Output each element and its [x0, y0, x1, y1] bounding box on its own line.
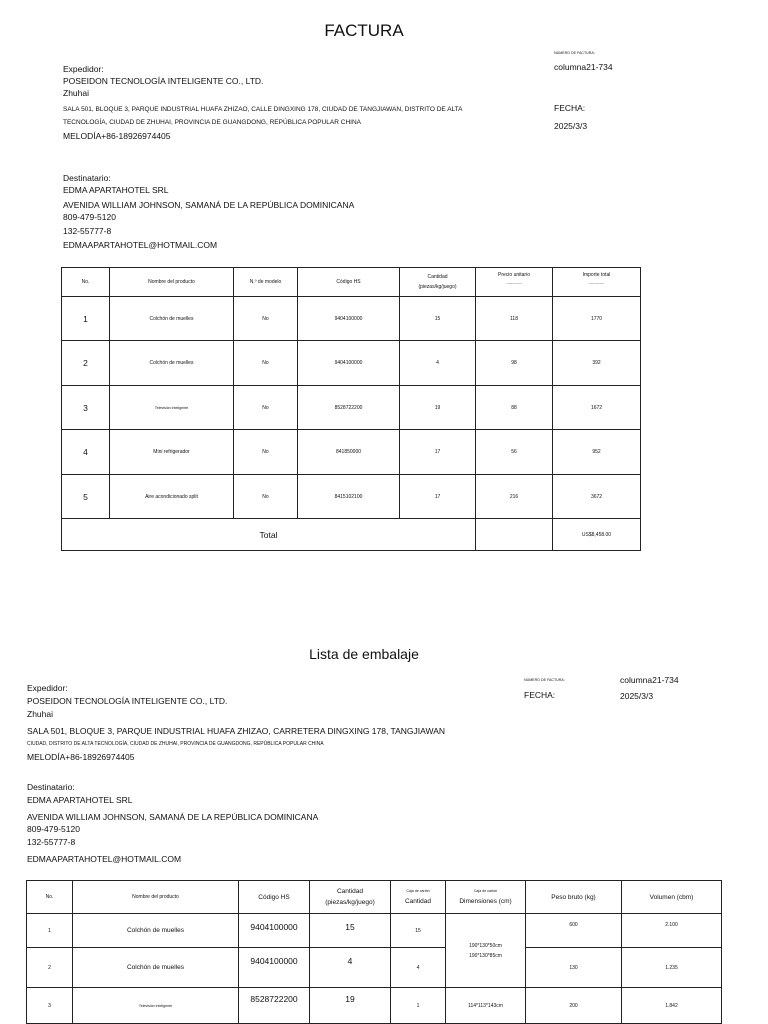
- prow-qty: 19: [310, 988, 391, 1024]
- pcol-box-dim-label: Dimensiones (cm): [459, 898, 512, 905]
- col-amount: [553, 268, 641, 297]
- invoice-date-label: FECHA:: [554, 103, 586, 113]
- table-row: [27, 988, 722, 1024]
- invoice-total-value: US$8,458.00: [553, 519, 641, 551]
- pcol-product: Nombre del producto: [73, 881, 239, 914]
- col-amount-label: Importe total: [582, 272, 611, 278]
- row-qty: 17: [400, 475, 476, 519]
- prow-product: Colchón de muelles: [73, 914, 239, 948]
- packing-recipient-name: EDMA APARTAHOTEL SRL: [27, 795, 133, 805]
- invoice-date-value: 2025/3/3: [554, 121, 588, 131]
- packing-header-row: [27, 881, 722, 914]
- invoice-table: [61, 267, 641, 551]
- pcol-box-qty-label: Cantidad: [404, 898, 432, 905]
- row-hs: 9404100000: [298, 341, 400, 386]
- col-qty: [400, 268, 476, 297]
- table-row: [62, 386, 641, 430]
- col-qty-line2: (piezas/kg/juego): [418, 284, 457, 290]
- row-amount: 1672: [553, 386, 641, 430]
- packing-recipient-phone: 809-479-5120: [27, 824, 80, 834]
- invoice-recipient-name: EDMA APARTAHOTEL SRL: [63, 185, 169, 195]
- packing-sender-contact: MELODÍA+86-18926974405: [27, 752, 135, 762]
- prow-no: 2: [27, 948, 73, 988]
- prow-dims-2: 190*130*85cm: [469, 952, 502, 959]
- prow-no: 3: [27, 988, 73, 1024]
- invoice-recipient-address: AVENIDA WILLIAM JOHNSON, SAMANÁ DE LA REPÚBLICA DOMINICANA: [63, 200, 355, 210]
- row-qty: 19: [400, 386, 476, 430]
- packing-sender-label: Expedidor:: [27, 683, 68, 693]
- prow-weight: 130: [526, 948, 622, 988]
- pcol-box-qty: [391, 881, 446, 914]
- pcol-box-qty-top: Caja de cartón: [406, 889, 430, 893]
- prow-product: Colchón de muelles: [73, 948, 239, 988]
- row-model: No: [234, 430, 298, 475]
- pcol-box-dim: [446, 881, 526, 914]
- table-row: [62, 341, 641, 386]
- row-no: 2: [62, 341, 110, 386]
- row-hs: 8415102100: [298, 475, 400, 519]
- row-hs: 841850000: [298, 430, 400, 475]
- row-amount: 392: [553, 341, 641, 386]
- invoice-recipient-phone: 809-479-5120: [63, 212, 116, 222]
- invoice-recipient-label: Destinatario:: [63, 173, 111, 183]
- table-row: [62, 297, 641, 341]
- row-no: 3: [62, 386, 110, 430]
- prow-boxes: 15: [391, 914, 446, 948]
- packing-recipient-email: EDMAAPARTAHOTEL@HOTMAIL.COM: [27, 854, 182, 864]
- invoice-recipient-id: 132-55777-8: [63, 226, 112, 236]
- pcol-qty-line2: (piezas/kg/juego): [325, 899, 375, 906]
- col-model: N.º de modelo: [234, 268, 298, 297]
- invoice-total-spacer: [476, 519, 553, 551]
- row-no: 5: [62, 475, 110, 519]
- invoice-header-row: [62, 268, 641, 297]
- pcol-qty: [310, 881, 391, 914]
- invoice-total-row: [62, 519, 641, 551]
- row-unit-price: 118: [476, 297, 553, 341]
- row-product: Colchón de muelles: [110, 297, 234, 341]
- packing-recipient-address: AVENIDA WILLIAM JOHNSON, SAMANÁ DE LA REPÚBLICA DOMINICANA: [27, 812, 319, 822]
- packing-sender-city: Zhuhai: [27, 709, 53, 719]
- prow-dims-1: 190*130*50cm: [469, 942, 502, 949]
- table-row: [27, 914, 722, 948]
- packing-date-value: 2025/3/3: [620, 691, 654, 701]
- prow-dims: 114*113*143cm: [446, 988, 526, 1024]
- packing-sender-address-2: CIUDAD, DISTRITO DE ALTA TECNOLOGÍA, CIUDAD DE ZHUHAI, PROVINCIA DE GUANGDONG, REPÚBLICA POPULAR CHINA: [27, 741, 324, 747]
- invoice-sender-label: Expedidor:: [63, 64, 104, 74]
- row-product: Colchón de muelles: [110, 341, 234, 386]
- invoice-total-label: Total: [62, 519, 476, 551]
- invoice-sender-city: Zhuhai: [63, 88, 89, 98]
- packing-date-label: FECHA:: [524, 690, 556, 700]
- prow-hs: 9404100000: [239, 914, 310, 948]
- invoice-sender-address-1: SALA 501, BLOQUE 3, PARQUE INDUSTRIAL HUAFA ZHIZAO, CALLE DINGXING 178, CIUDAD DE TANGJIAWAN, DISTRITO DE ALTA: [63, 106, 463, 113]
- row-unit-price: 216: [476, 475, 553, 519]
- invoice-number-label: NÚMERO DE FACTURA:: [554, 51, 595, 55]
- row-amount: 3672: [553, 475, 641, 519]
- packing-recipient-id: 132-55777-8: [27, 837, 76, 847]
- pcol-box-dim-top: Caja de cartón: [473, 889, 498, 893]
- invoice-sender-name: POSEIDON TECNOLOGÍA INTELIGENTE CO., LTD.: [63, 76, 264, 86]
- row-unit-price: 56: [476, 430, 553, 475]
- invoice-title: FACTURA: [324, 21, 404, 40]
- packing-number-label: NÚMERO DE FACTURA:: [524, 678, 565, 682]
- packing-title: Lista de embalaje: [309, 646, 419, 662]
- table-row: [27, 948, 722, 988]
- pcol-qty-line1: Cantidad: [336, 888, 364, 895]
- row-no: 4: [62, 430, 110, 475]
- col-qty-line1: Cantidad: [427, 274, 448, 280]
- packing-recipient-label: Destinatario:: [27, 782, 75, 792]
- invoice-recipient-email: EDMAAPARTAHOTEL@HOTMAIL.COM: [63, 240, 218, 250]
- row-product: Aire acondicionado split: [110, 475, 234, 519]
- prow-boxes: 1: [391, 988, 446, 1024]
- row-hs: 9404100000: [298, 297, 400, 341]
- row-model: No: [234, 475, 298, 519]
- prow-qty: 15: [310, 914, 391, 948]
- packing-sender-address-1: SALA 501, BLOQUE 3, PARQUE INDUSTRIAL HUAFA ZHIZAO, CARRETERA DINGXING 178, TANGJIAWAN: [27, 726, 446, 736]
- prow-weight: 600: [526, 914, 622, 948]
- col-no: No.: [62, 268, 110, 297]
- prow-hs: 8528722200: [239, 988, 310, 1024]
- col-unit-price: [476, 268, 553, 297]
- prow-hs: 9404100000: [239, 948, 310, 988]
- row-product: Mini refrigerador: [110, 430, 234, 475]
- prow-dims-merged: [446, 914, 526, 988]
- row-model: No: [234, 386, 298, 430]
- prow-no: 1: [27, 914, 73, 948]
- row-no: 1: [62, 297, 110, 341]
- col-amount-sub: -------------: [588, 281, 605, 285]
- table-row: [62, 475, 641, 519]
- row-hs: 8528722200: [298, 386, 400, 430]
- col-unit-price-sub: -------------: [506, 281, 522, 285]
- table-row: [62, 430, 641, 475]
- col-hs: Código HS: [298, 268, 400, 297]
- prow-volume: 1.235: [622, 948, 722, 988]
- prow-volume: 1.842: [622, 988, 722, 1024]
- row-amount: 1770: [553, 297, 641, 341]
- pcol-no: No.: [27, 881, 73, 914]
- pcol-weight: Peso bruto (kg): [526, 881, 622, 914]
- packing-number-value: columna21-734: [620, 675, 679, 685]
- prow-qty: 4: [310, 948, 391, 988]
- invoice-sender-contact: MELODÍA+86-18926974405: [63, 131, 171, 141]
- pcol-volume: Volumen (cbm): [622, 881, 722, 914]
- row-model: No: [234, 297, 298, 341]
- col-unit-price-label: Precio unitario: [498, 272, 530, 278]
- packing-table: [26, 880, 722, 1024]
- row-product: Televisión inteligente: [110, 386, 234, 430]
- prow-volume: 2.100: [622, 914, 722, 948]
- row-unit-price: 88: [476, 386, 553, 430]
- row-qty: 17: [400, 430, 476, 475]
- prow-weight: 200: [526, 988, 622, 1024]
- row-amount: 952: [553, 430, 641, 475]
- pcol-hs: Código HS: [239, 881, 310, 914]
- invoice-number-value: columna21-734: [554, 62, 613, 72]
- row-model: No: [234, 341, 298, 386]
- col-product: Nombre del producto: [110, 268, 234, 297]
- row-unit-price: 98: [476, 341, 553, 386]
- prow-product: Televisión inteligente: [73, 988, 239, 1024]
- prow-boxes: 4: [391, 948, 446, 988]
- invoice-sender-address-2: TECNOLOGÍA, CIUDAD DE ZHUHAI, PROVINCIA DE GUANGDONG, REPÚBLICA POPULAR CHINA: [63, 119, 361, 126]
- packing-sender-name: POSEIDON TECNOLOGÍA INTELIGENTE CO., LTD.: [27, 696, 228, 706]
- row-qty: 4: [400, 341, 476, 386]
- row-qty: 15: [400, 297, 476, 341]
